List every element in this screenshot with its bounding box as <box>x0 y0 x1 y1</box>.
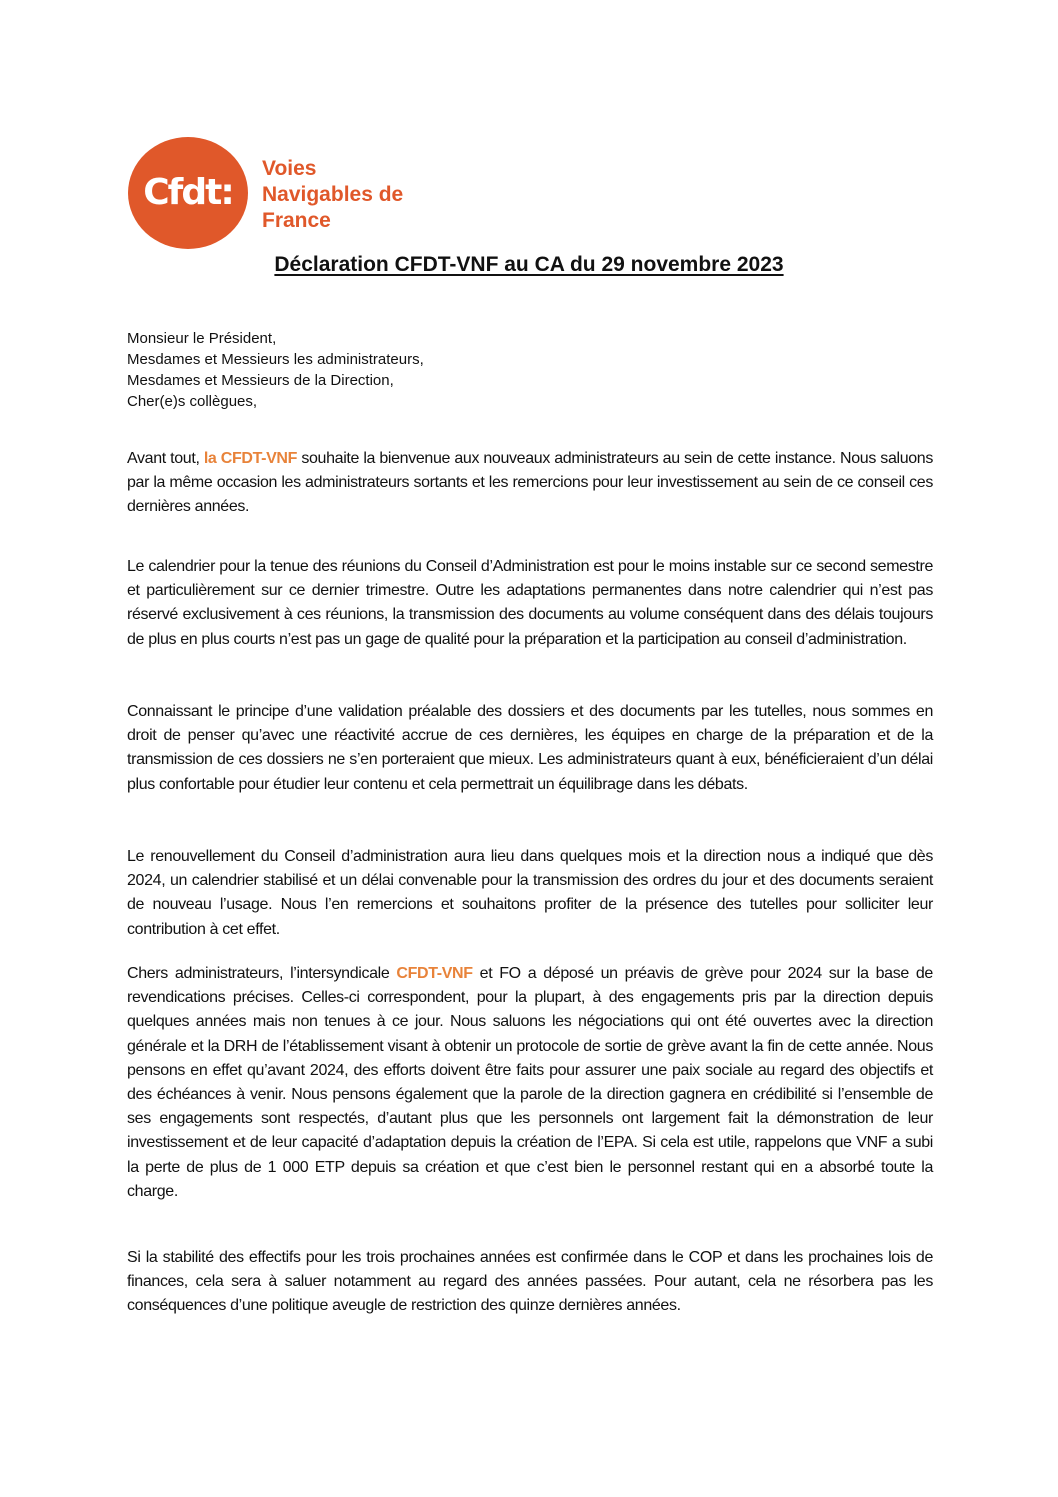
org-line: France <box>262 209 331 232</box>
cfdt-logo <box>128 137 250 249</box>
paragraph-welcome <box>127 447 933 520</box>
organization-name <box>262 156 403 234</box>
org-line: Voies <box>262 157 317 180</box>
paragraph-calendar: Le calendrier pour la tenue des réunions du Conseil d’Administration est pour le moins instable sur ce second semestre et particulièrement sur ce dernier trimestre. Outre les adaptations permanentes dans notre calendrier qui n’est pas réservé exclusivement à ces réunions, la transmission des documents au volume conséquent dans des délais toujours de plus en plus courts n’est pas un gage de qualité pour la préparation et la participation au conseil d’administration. <box>127 558 933 648</box>
salutation-line: Monsieur le Président, <box>127 330 277 347</box>
salutation-line: Cher(e)s collègues, <box>127 393 258 410</box>
paragraph-validation: Connaissant le principe d’une validation préalable des dossiers et des documents par les tutelles, nous sommes en droit de penser qu’avec une réactivité accrue de ces dernières, les équipes en charge de la préparation et de la transmission de ces dossiers ne s’en porteraient que mieux. Les administrateurs quant à eux, bénéficieraient d’un délai plus confortable pour étudier leur contenu et cela permettrait un équilibrage dans les débats. <box>127 703 933 793</box>
highlight-cfdt-vnf: CFDT-VNF <box>396 965 473 982</box>
text: Chers administrateurs, l’intersyndicale <box>127 965 397 982</box>
paragraph-staffing: Si la stabilité des effectifs pour les trois prochaines années est confirmée dans le COP et dans les prochaines lois de finances, cela sera à saluer notamment au regard des années passées. Pour autant, cela ne résorbera pas les conséquences d’une politique aveugle de restriction des quinze dernières années. <box>127 1249 933 1315</box>
document-title: Déclaration CFDT-VNF au CA du 29 novembre 2023 <box>274 253 784 276</box>
text: et FO a déposé un préavis de grève pour 2024 sur la base de revendications précises. Celles-ci correspondent, pour la plupart, à des engagements pris par la direction depuis quelques années mais non tenues à ce jour. Nous saluons les négociations qui ont été ouvertes avec la direction générale et la DRH de l’établissement visant à obtenir un protocole de sortie de grève avant la fin de cette année. Nous pensons en effet qu’avant 2024, des efforts doivent être faits pour assurer une paix sociale au regard des objectifs et des échéances à venir. Nous pensons également que la parole de la direction gagnera en crédibilité si l’ensemble de ses engagements sont respectés, d’autant plus que les personnels ont largement fait la démonstration de leur investissement et de leur capacité d’adaptation depuis la création de l’EPA. Si cela est utile, rappelons que VNF a subi la perte de plus de 1 000 ETP depuis sa création et que c’est bien le personnel restant qui en a absorbé toute la charge. <box>127 965 933 1200</box>
paragraph-strike-notice <box>127 962 933 1204</box>
salutation-block <box>127 328 424 412</box>
text: souhaite la bienvenue aux nouveaux administrateurs au sein de cette instance. Nous saluons par la même occasion les administrateurs sortants et les remercions pour leur investissement au sein de ce conseil ces dernières années. <box>127 450 933 516</box>
text: Avant tout, <box>127 450 204 467</box>
paragraph-renewal: Le renouvellement du Conseil d’administration aura lieu dans quelques mois et la direction nous a indiqué que dès 2024, un calendrier stabilisé et un délai convenable pour la transmission des ordres du jour et des documents seraient de nouveau l’usage. Nous l’en remercions et souhaitons profiter de la présence des tutelles pour solliciter leur contribution à cet effet. <box>127 848 933 938</box>
org-line: Navigables de <box>262 183 404 206</box>
salutation-line: Mesdames et Messieurs de la Direction, <box>127 372 394 389</box>
logo-mark: Cfdt: <box>143 172 233 213</box>
highlight-cfdt-vnf: la CFDT-VNF <box>203 450 298 467</box>
salutation-line: Mesdames et Messieurs les administrateurs, <box>127 351 424 368</box>
